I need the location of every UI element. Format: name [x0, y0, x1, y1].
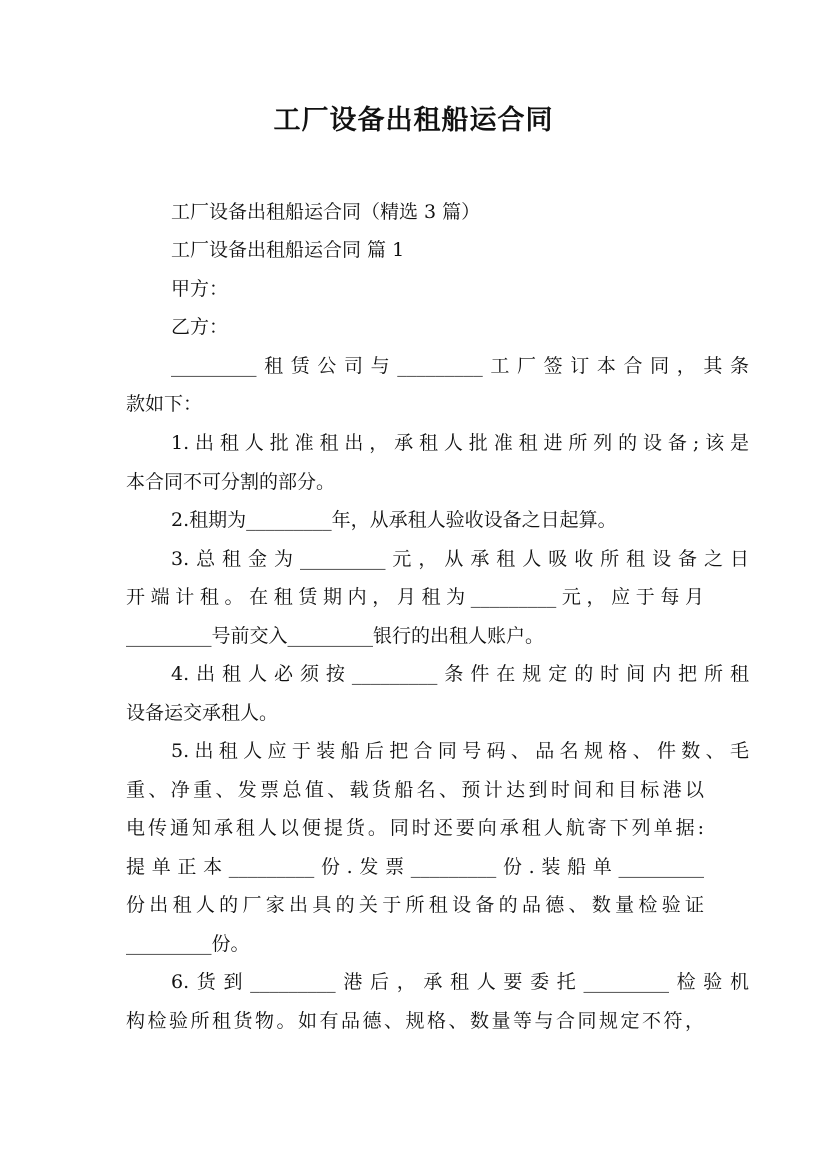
clause-5-line: 提单正本_________份.发票_________份.装船单_________ — [126, 856, 704, 878]
clause-5-line: _________份。 — [126, 933, 250, 955]
party-b-label: 乙方： — [171, 316, 229, 338]
clause-5-line: 份出租人的厂家出具的关于所租设备的品德、数量检验证 — [126, 894, 704, 916]
clause-5-line: 5.出租人应于装船后把合同号码、品名规格、件数、毛 — [171, 740, 749, 762]
clause-6-line: 构检验所租货物。如有品德、规格、数量等与合同规定不符， — [126, 1010, 704, 1032]
clause-1-line: 本合同不可分割的部分。 — [126, 471, 336, 493]
clause-3-line: 3.总租金为_________元，从承租人吸收所租设备之日 — [171, 548, 749, 570]
paragraph-line: _________租赁公司与_________工厂签订本合同，其条 — [171, 355, 749, 377]
clause-1-line: 1.出租人批准租出，承租人批准租进所列的设备;该是 — [171, 432, 749, 454]
subtitle-line: 工厂设备出租船运合同（精选 3 篇） — [171, 201, 481, 223]
party-a-label: 甲方： — [171, 278, 229, 300]
clause-3-line: 开端计租。在租赁期内，月租为_________元，应于每月 — [126, 586, 704, 608]
clause-5-line: 重、净重、发票总值、载货船名、预计达到时间和目标港以 — [126, 779, 704, 801]
clause-4-line: 设备运交承租人。 — [126, 702, 279, 724]
paragraph-line: 款如下： — [126, 393, 203, 415]
clause-4-line: 4.出租人必须按_________条件在规定的时间内把所租 — [171, 663, 749, 685]
clause-6-line: 6.货到_________港后，承租人要委托_________检验机 — [171, 971, 749, 993]
document-title: 工厂设备出租船运合同 — [273, 105, 554, 136]
clause-5-line: 电传通知承租人以便提货。同时还要向承租人航寄下列单据: — [126, 817, 704, 839]
clause-3-line: _________号前交入_________银行的出租人账户。 — [126, 625, 545, 647]
clause-2-line: 2.租期为_________年，从承租人验收设备之日起算。 — [171, 509, 617, 531]
section-heading: 工厂设备出租船运合同 篇 1 — [171, 239, 405, 261]
